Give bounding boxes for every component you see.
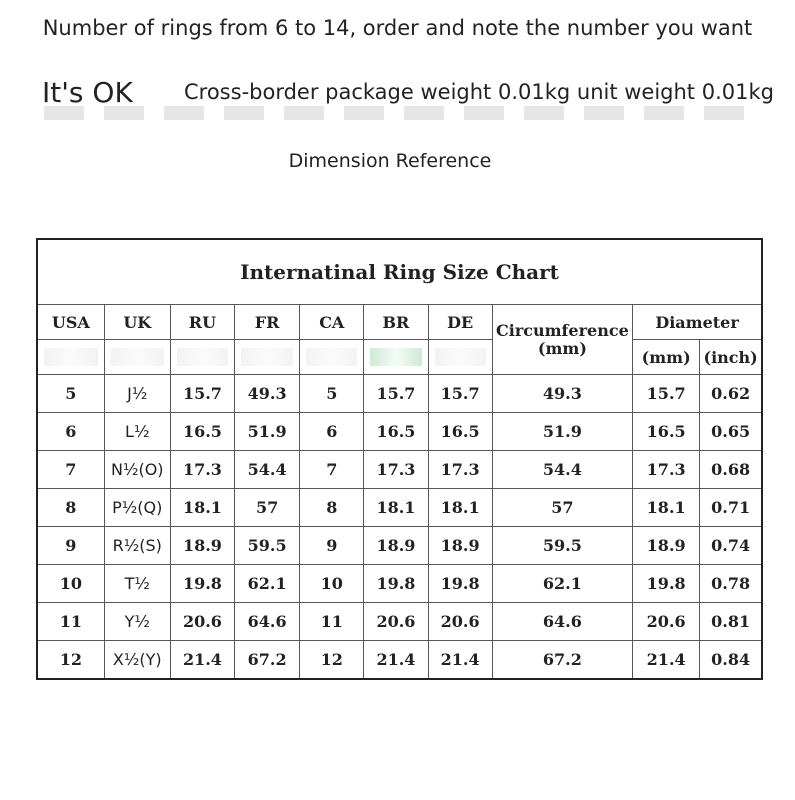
- cell-uk: J½: [104, 375, 170, 413]
- col-circumference: Circumference (mm): [492, 305, 632, 375]
- col-uk: UK: [104, 305, 170, 340]
- cell-de: 18.1: [428, 489, 492, 527]
- blank-cell: [235, 340, 300, 375]
- cell-fr: 62.1: [235, 565, 300, 603]
- cell-uk: L½: [104, 413, 170, 451]
- cell-fr: 64.6: [235, 603, 300, 641]
- cell-fr: 49.3: [235, 375, 300, 413]
- cell-ca: 5: [300, 375, 364, 413]
- col-usa: USA: [37, 305, 104, 340]
- cell-de: 19.8: [428, 565, 492, 603]
- cell-diameter-mm: 15.7: [633, 375, 700, 413]
- cell-usa: 5: [37, 375, 104, 413]
- cell-br: 19.8: [364, 565, 428, 603]
- cell-usa: 6: [37, 413, 104, 451]
- cell-uk: T½: [104, 565, 170, 603]
- blank-cell: [300, 340, 364, 375]
- table-row: [37, 413, 762, 451]
- cell-uk: X½(Y): [104, 641, 170, 679]
- cell-ru: 21.4: [170, 641, 234, 679]
- table-row: [37, 375, 762, 413]
- cell-diameter-mm: 18.1: [633, 489, 700, 527]
- col-ru: RU: [170, 305, 234, 340]
- cell-usa: 9: [37, 527, 104, 565]
- chart-title: Internatinal Ring Size Chart: [37, 239, 762, 305]
- dimension-reference: Dimension Reference: [288, 150, 492, 172]
- cell-ca: 6: [300, 413, 364, 451]
- faded-text-residue: [44, 106, 764, 120]
- table-row: [37, 527, 762, 565]
- cell-usa: 10: [37, 565, 104, 603]
- cell-circumference: 59.5: [492, 527, 632, 565]
- ring-size-chart: [36, 238, 763, 680]
- cell-br: 16.5: [364, 413, 428, 451]
- cell-ru: 18.1: [170, 489, 234, 527]
- cell-ru: 16.5: [170, 413, 234, 451]
- order-note: Number of rings from 6 to 14, order and note the number you want: [42, 16, 753, 40]
- cell-uk: Y½: [104, 603, 170, 641]
- cell-ru: 20.6: [170, 603, 234, 641]
- cell-diameter-mm: 17.3: [633, 451, 700, 489]
- cell-br: 15.7: [364, 375, 428, 413]
- cell-usa: 12: [37, 641, 104, 679]
- cell-diameter-mm: 20.6: [633, 603, 700, 641]
- table-row: [37, 565, 762, 603]
- cell-diameter-mm: 16.5: [633, 413, 700, 451]
- cell-ca: 7: [300, 451, 364, 489]
- col-ca: CA: [300, 305, 364, 340]
- cell-uk: R½(S): [104, 527, 170, 565]
- cell-circumference: 54.4: [492, 451, 632, 489]
- cell-ru: 15.7: [170, 375, 234, 413]
- cell-diameter-mm: 21.4: [633, 641, 700, 679]
- cell-fr: 67.2: [235, 641, 300, 679]
- cell-de: 15.7: [428, 375, 492, 413]
- cell-fr: 51.9: [235, 413, 300, 451]
- cell-ca: 11: [300, 603, 364, 641]
- cell-ru: 19.8: [170, 565, 234, 603]
- cell-diameter-inch: 0.65: [700, 413, 762, 451]
- cell-usa: 8: [37, 489, 104, 527]
- col-diameter-mm: (mm): [633, 340, 700, 375]
- cell-br: 20.6: [364, 603, 428, 641]
- weight-info: Cross-border package weight 0.01kg unit weight 0.01kg: [184, 80, 774, 104]
- cell-ru: 18.9: [170, 527, 234, 565]
- blank-cell: [364, 340, 428, 375]
- cell-circumference: 51.9: [492, 413, 632, 451]
- cell-fr: 54.4: [235, 451, 300, 489]
- col-diameter-inch: (inch): [700, 340, 762, 375]
- cell-diameter-inch: 0.74: [700, 527, 762, 565]
- cell-ca: 9: [300, 527, 364, 565]
- cell-circumference: 62.1: [492, 565, 632, 603]
- cell-usa: 11: [37, 603, 104, 641]
- cell-uk: P½(Q): [104, 489, 170, 527]
- col-br: BR: [364, 305, 428, 340]
- cell-de: 18.9: [428, 527, 492, 565]
- cell-ru: 17.3: [170, 451, 234, 489]
- cell-uk: N½(O): [104, 451, 170, 489]
- ok-label: It's OK: [42, 76, 133, 109]
- cell-diameter-inch: 0.81: [700, 603, 762, 641]
- cell-de: 16.5: [428, 413, 492, 451]
- cell-br: 18.1: [364, 489, 428, 527]
- table-row: [37, 451, 762, 489]
- col-diameter: Diameter: [633, 305, 762, 340]
- cell-de: 21.4: [428, 641, 492, 679]
- cell-br: 21.4: [364, 641, 428, 679]
- col-de: DE: [428, 305, 492, 340]
- cell-ca: 8: [300, 489, 364, 527]
- cell-de: 20.6: [428, 603, 492, 641]
- cell-diameter-mm: 18.9: [633, 527, 700, 565]
- cell-de: 17.3: [428, 451, 492, 489]
- cell-circumference: 67.2: [492, 641, 632, 679]
- cell-ca: 10: [300, 565, 364, 603]
- table-row: [37, 489, 762, 527]
- cell-diameter-inch: 0.71: [700, 489, 762, 527]
- blank-cell: [37, 340, 104, 375]
- cell-usa: 7: [37, 451, 104, 489]
- cell-diameter-inch: 0.78: [700, 565, 762, 603]
- cell-ca: 12: [300, 641, 364, 679]
- cell-circumference: 64.6: [492, 603, 632, 641]
- cell-fr: 57: [235, 489, 300, 527]
- table-row: [37, 641, 762, 679]
- table-row: [37, 603, 762, 641]
- cell-fr: 59.5: [235, 527, 300, 565]
- cell-diameter-inch: 0.84: [700, 641, 762, 679]
- cell-circumference: 49.3: [492, 375, 632, 413]
- blank-cell: [170, 340, 234, 375]
- cell-br: 17.3: [364, 451, 428, 489]
- col-fr: FR: [235, 305, 300, 340]
- blank-cell: [428, 340, 492, 375]
- cell-diameter-inch: 0.62: [700, 375, 762, 413]
- blank-cell: [104, 340, 170, 375]
- cell-circumference: 57: [492, 489, 632, 527]
- cell-diameter-inch: 0.68: [700, 451, 762, 489]
- cell-diameter-mm: 19.8: [633, 565, 700, 603]
- cell-br: 18.9: [364, 527, 428, 565]
